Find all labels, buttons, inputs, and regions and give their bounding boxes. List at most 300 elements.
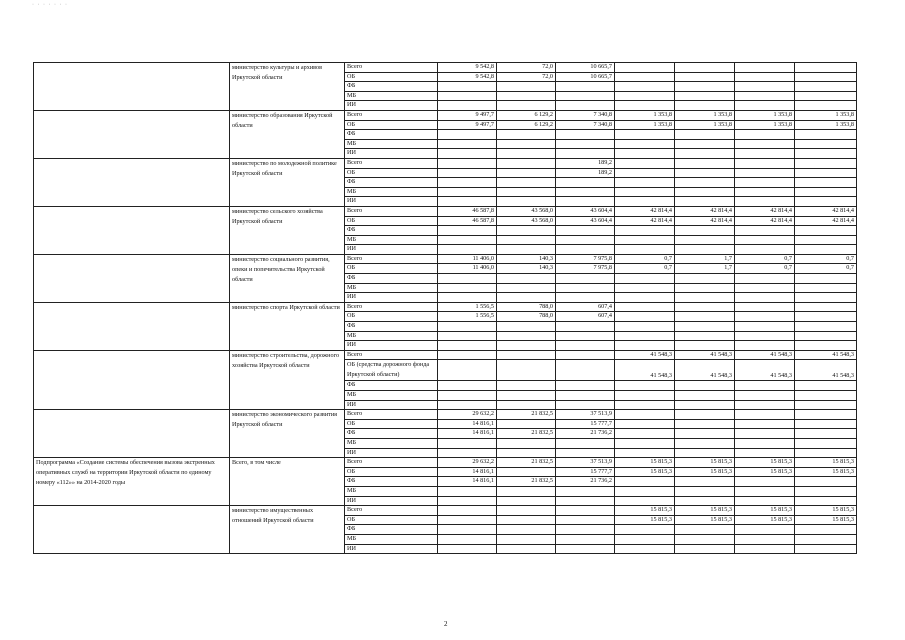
amount-cell <box>556 506 615 516</box>
amount-cell: 7 340,8 <box>556 120 615 130</box>
amount-cell <box>735 302 795 312</box>
amount-cell <box>795 534 857 544</box>
amount-cell: 42 814,4 <box>615 216 675 226</box>
amount-cell <box>675 149 735 159</box>
amount-cell <box>615 187 675 197</box>
amount-cell <box>795 341 857 351</box>
amount-cell <box>795 477 857 487</box>
amount-cell <box>795 101 857 111</box>
amount-cell <box>615 226 675 236</box>
funding-source-cell: ИИ <box>345 341 438 351</box>
amount-cell <box>735 410 795 420</box>
amount-cell: 0,7 <box>735 254 795 264</box>
funding-source-cell: ИИ <box>345 101 438 111</box>
funding-source-cell: Всего <box>345 110 438 120</box>
amount-cell: 189,2 <box>556 158 615 168</box>
amount-cell <box>795 410 857 420</box>
amount-cell <box>556 82 615 92</box>
amount-cell <box>556 91 615 101</box>
page-top-mark: · · · · · · · <box>32 2 68 8</box>
amount-cell <box>675 341 735 351</box>
amount-cell: 1 353,8 <box>675 110 735 120</box>
amount-cell <box>675 544 735 554</box>
amount-cell: 1 556,5 <box>438 312 497 322</box>
amount-cell <box>675 438 735 448</box>
amount-cell <box>497 419 556 429</box>
amount-cell <box>497 197 556 207</box>
amount-cell <box>795 331 857 341</box>
amount-cell <box>615 525 675 535</box>
funding-source-cell: Всего <box>345 350 438 360</box>
amount-cell <box>735 197 795 207</box>
amount-cell: 41 548,3 <box>615 350 675 360</box>
funding-source-cell: Всего <box>345 254 438 264</box>
funding-source-cell: МБ <box>345 283 438 293</box>
program-cell <box>34 158 230 206</box>
executor-cell: министерство строительства, дорожного хозяйства Иркутской области <box>230 350 345 409</box>
amount-cell <box>438 448 497 458</box>
amount-cell <box>497 187 556 197</box>
amount-cell <box>735 486 795 496</box>
funding-source-cell: МБ <box>345 91 438 101</box>
funding-source-cell: Всего <box>345 302 438 312</box>
amount-cell <box>735 226 795 236</box>
amount-cell <box>438 283 497 293</box>
amount-cell <box>556 322 615 332</box>
program-cell <box>34 63 230 111</box>
amount-cell <box>497 544 556 554</box>
budget-table-container <box>33 62 856 554</box>
amount-cell <box>615 149 675 159</box>
amount-cell: 15 815,3 <box>615 506 675 516</box>
amount-cell <box>735 525 795 535</box>
amount-cell: 9 497,7 <box>438 110 497 120</box>
amount-cell <box>675 381 735 391</box>
funding-source-cell: МБ <box>345 438 438 448</box>
amount-cell <box>497 391 556 401</box>
amount-cell <box>735 149 795 159</box>
amount-cell <box>497 331 556 341</box>
funding-source-cell: ОБ <box>345 216 438 226</box>
executor-cell: министерство экономического развития Иркутской области <box>230 410 345 458</box>
funding-source-cell: МБ <box>345 139 438 149</box>
amount-cell <box>735 158 795 168</box>
amount-cell: 0,7 <box>615 254 675 264</box>
amount-cell <box>615 235 675 245</box>
amount-cell: 41 548,3 <box>615 360 675 381</box>
table-row <box>34 410 857 420</box>
amount-cell <box>438 245 497 255</box>
amount-cell <box>675 322 735 332</box>
amount-cell <box>735 130 795 140</box>
executor-cell: министерство образования Иркутской области <box>230 110 345 158</box>
funding-source-cell: ФБ <box>345 381 438 391</box>
amount-cell: 788,0 <box>497 312 556 322</box>
program-cell <box>34 110 230 158</box>
amount-cell <box>497 322 556 332</box>
amount-cell <box>556 360 615 381</box>
funding-source-cell: ИИ <box>345 544 438 554</box>
funding-source-cell: Всего <box>345 506 438 516</box>
amount-cell <box>795 496 857 506</box>
amount-cell: 15 815,3 <box>735 467 795 477</box>
amount-cell <box>675 168 735 178</box>
amount-cell: 43 604,4 <box>556 206 615 216</box>
funding-source-cell: ФБ <box>345 477 438 487</box>
amount-cell <box>497 467 556 477</box>
amount-cell: 788,0 <box>497 302 556 312</box>
amount-cell: 42 814,4 <box>795 216 857 226</box>
amount-cell <box>735 82 795 92</box>
amount-cell <box>735 391 795 401</box>
amount-cell: 41 548,3 <box>675 350 735 360</box>
amount-cell <box>615 91 675 101</box>
funding-source-cell: ФБ <box>345 130 438 140</box>
amount-cell: 11 406,0 <box>438 264 497 274</box>
amount-cell <box>795 187 857 197</box>
amount-cell <box>615 245 675 255</box>
amount-cell <box>556 139 615 149</box>
amount-cell <box>556 178 615 188</box>
amount-cell: 21 736,2 <box>556 429 615 439</box>
amount-cell <box>795 419 857 429</box>
amount-cell: 21 832,5 <box>497 458 556 468</box>
amount-cell <box>615 293 675 303</box>
amount-cell <box>795 91 857 101</box>
amount-cell <box>675 91 735 101</box>
amount-cell: 14 816,1 <box>438 419 497 429</box>
amount-cell <box>497 448 556 458</box>
amount-cell <box>675 496 735 506</box>
amount-cell <box>615 168 675 178</box>
amount-cell: 15 815,3 <box>795 458 857 468</box>
amount-cell <box>735 293 795 303</box>
amount-cell <box>438 130 497 140</box>
amount-cell <box>675 302 735 312</box>
amount-cell: 15 815,3 <box>675 458 735 468</box>
amount-cell <box>438 350 497 360</box>
amount-cell: 1 353,8 <box>675 120 735 130</box>
amount-cell <box>675 139 735 149</box>
amount-cell <box>675 429 735 439</box>
amount-cell <box>556 187 615 197</box>
amount-cell <box>438 293 497 303</box>
amount-cell <box>438 525 497 535</box>
amount-cell: 0,7 <box>615 264 675 274</box>
funding-source-cell: ИИ <box>345 245 438 255</box>
amount-cell <box>556 293 615 303</box>
amount-cell <box>438 274 497 284</box>
amount-cell <box>497 438 556 448</box>
amount-cell <box>615 438 675 448</box>
amount-cell <box>615 477 675 487</box>
table-row <box>34 458 857 468</box>
amount-cell <box>735 245 795 255</box>
funding-source-cell: ОБ <box>345 168 438 178</box>
amount-cell <box>556 381 615 391</box>
amount-cell: 0,7 <box>735 264 795 274</box>
amount-cell <box>735 331 795 341</box>
amount-cell <box>497 235 556 245</box>
amount-cell: 15 815,3 <box>795 515 857 525</box>
amount-cell <box>438 438 497 448</box>
amount-cell: 15 815,3 <box>675 515 735 525</box>
amount-cell: 15 815,3 <box>675 467 735 477</box>
amount-cell <box>556 391 615 401</box>
table-row <box>34 206 857 216</box>
amount-cell <box>438 149 497 159</box>
amount-cell: 43 568,0 <box>497 216 556 226</box>
amount-cell <box>615 381 675 391</box>
amount-cell: 72,0 <box>497 72 556 82</box>
amount-cell <box>735 534 795 544</box>
amount-cell: 15 815,3 <box>735 515 795 525</box>
amount-cell <box>615 419 675 429</box>
funding-source-cell: ФБ <box>345 429 438 439</box>
amount-cell: 42 814,4 <box>675 216 735 226</box>
amount-cell <box>497 82 556 92</box>
amount-cell: 607,4 <box>556 302 615 312</box>
funding-source-cell: ИИ <box>345 293 438 303</box>
amount-cell <box>795 130 857 140</box>
amount-cell: 29 632,2 <box>438 410 497 420</box>
amount-cell <box>438 400 497 410</box>
amount-cell: 1 353,8 <box>615 110 675 120</box>
amount-cell <box>556 226 615 236</box>
amount-cell <box>795 197 857 207</box>
amount-cell <box>675 235 735 245</box>
funding-source-cell: ФБ <box>345 525 438 535</box>
amount-cell <box>675 187 735 197</box>
amount-cell <box>615 322 675 332</box>
amount-cell <box>735 448 795 458</box>
amount-cell <box>615 486 675 496</box>
amount-cell <box>497 350 556 360</box>
funding-source-cell: ОБ <box>345 419 438 429</box>
amount-cell <box>795 302 857 312</box>
amount-cell <box>615 341 675 351</box>
amount-cell <box>735 72 795 82</box>
amount-cell: 189,2 <box>556 168 615 178</box>
amount-cell: 21 736,2 <box>556 477 615 487</box>
amount-cell <box>615 158 675 168</box>
amount-cell: 1 353,8 <box>795 120 857 130</box>
amount-cell: 14 816,1 <box>438 429 497 439</box>
amount-cell: 14 816,1 <box>438 467 497 477</box>
amount-cell: 607,4 <box>556 312 615 322</box>
amount-cell <box>795 381 857 391</box>
amount-cell <box>735 400 795 410</box>
amount-cell <box>615 82 675 92</box>
amount-cell <box>556 544 615 554</box>
amount-cell <box>497 91 556 101</box>
table-row <box>34 110 857 120</box>
amount-cell <box>795 293 857 303</box>
amount-cell <box>795 283 857 293</box>
funding-source-cell: МБ <box>345 391 438 401</box>
funding-source-cell: ОБ <box>345 515 438 525</box>
amount-cell <box>556 197 615 207</box>
amount-cell: 42 814,4 <box>735 216 795 226</box>
amount-cell: 15 815,3 <box>615 467 675 477</box>
amount-cell <box>497 158 556 168</box>
amount-cell <box>615 130 675 140</box>
budget-table-body <box>34 63 857 554</box>
funding-source-cell: МБ <box>345 331 438 341</box>
program-cell <box>34 410 230 458</box>
amount-cell <box>615 72 675 82</box>
amount-cell: 41 548,3 <box>735 360 795 381</box>
amount-cell <box>735 496 795 506</box>
amount-cell <box>615 400 675 410</box>
program-cell <box>34 254 230 302</box>
amount-cell <box>497 360 556 381</box>
amount-cell: 10 665,7 <box>556 63 615 73</box>
amount-cell <box>438 197 497 207</box>
funding-source-cell: ФБ <box>345 178 438 188</box>
amount-cell <box>675 477 735 487</box>
amount-cell <box>675 331 735 341</box>
funding-source-cell: ИИ <box>345 197 438 207</box>
amount-cell <box>497 400 556 410</box>
amount-cell <box>615 63 675 73</box>
amount-cell <box>675 391 735 401</box>
amount-cell <box>556 331 615 341</box>
amount-cell <box>675 448 735 458</box>
amount-cell <box>556 400 615 410</box>
amount-cell <box>497 283 556 293</box>
table-row <box>34 254 857 264</box>
amount-cell: 1,7 <box>675 264 735 274</box>
amount-cell <box>675 410 735 420</box>
amount-cell: 41 548,3 <box>795 350 857 360</box>
executor-cell: министерство спорта Иркутской области <box>230 302 345 350</box>
amount-cell <box>735 283 795 293</box>
amount-cell: 11 406,0 <box>438 254 497 264</box>
amount-cell <box>615 274 675 284</box>
amount-cell <box>438 391 497 401</box>
amount-cell <box>615 139 675 149</box>
amount-cell: 21 832,5 <box>497 410 556 420</box>
amount-cell <box>615 331 675 341</box>
amount-cell <box>615 544 675 554</box>
amount-cell <box>497 534 556 544</box>
amount-cell <box>795 72 857 82</box>
table-row <box>34 63 857 73</box>
amount-cell <box>497 168 556 178</box>
amount-cell <box>795 400 857 410</box>
table-row <box>34 158 857 168</box>
amount-cell <box>497 101 556 111</box>
amount-cell <box>497 178 556 188</box>
amount-cell <box>615 429 675 439</box>
amount-cell <box>556 486 615 496</box>
amount-cell <box>497 226 556 236</box>
funding-source-cell: ФБ <box>345 226 438 236</box>
amount-cell <box>497 274 556 284</box>
amount-cell <box>438 226 497 236</box>
amount-cell <box>556 130 615 140</box>
amount-cell <box>675 274 735 284</box>
amount-cell <box>497 515 556 525</box>
amount-cell: 46 587,8 <box>438 216 497 226</box>
amount-cell <box>497 293 556 303</box>
amount-cell <box>556 515 615 525</box>
funding-source-cell: Всего <box>345 63 438 73</box>
amount-cell: 15 815,3 <box>675 506 735 516</box>
amount-cell: 37 513,9 <box>556 410 615 420</box>
amount-cell <box>735 91 795 101</box>
amount-cell <box>795 312 857 322</box>
funding-source-cell: ОБ <box>345 72 438 82</box>
amount-cell <box>675 525 735 535</box>
amount-cell: 42 814,4 <box>735 206 795 216</box>
amount-cell <box>615 312 675 322</box>
amount-cell <box>438 341 497 351</box>
amount-cell <box>615 101 675 111</box>
amount-cell <box>497 496 556 506</box>
amount-cell <box>795 322 857 332</box>
amount-cell <box>438 515 497 525</box>
funding-source-cell: ФБ <box>345 82 438 92</box>
amount-cell <box>497 506 556 516</box>
executor-cell: министерство сельского хозяйства Иркутской области <box>230 206 345 254</box>
amount-cell <box>556 245 615 255</box>
amount-cell <box>497 525 556 535</box>
amount-cell <box>735 438 795 448</box>
amount-cell <box>795 158 857 168</box>
executor-cell: министерство социального развития, опеки и попечительства Иркутской области <box>230 254 345 302</box>
amount-cell <box>795 438 857 448</box>
amount-cell <box>556 235 615 245</box>
amount-cell <box>497 381 556 391</box>
amount-cell: 43 604,4 <box>556 216 615 226</box>
amount-cell <box>675 312 735 322</box>
funding-source-cell: ИИ <box>345 400 438 410</box>
amount-cell <box>675 283 735 293</box>
executor-cell: министерство по молодежной политике Иркутской области <box>230 158 345 206</box>
amount-cell <box>556 525 615 535</box>
amount-cell: 15 815,3 <box>735 458 795 468</box>
amount-cell <box>615 534 675 544</box>
amount-cell <box>438 91 497 101</box>
amount-cell <box>556 149 615 159</box>
amount-cell <box>556 496 615 506</box>
amount-cell: 72,0 <box>497 63 556 73</box>
funding-source-cell: ФБ <box>345 274 438 284</box>
amount-cell: 9 497,7 <box>438 120 497 130</box>
amount-cell <box>735 312 795 322</box>
amount-cell: 21 832,5 <box>497 477 556 487</box>
amount-cell <box>497 149 556 159</box>
amount-cell <box>438 158 497 168</box>
amount-cell <box>438 139 497 149</box>
amount-cell: 1 353,8 <box>735 110 795 120</box>
amount-cell <box>795 149 857 159</box>
amount-cell: 15 815,3 <box>795 506 857 516</box>
amount-cell <box>438 331 497 341</box>
amount-cell <box>735 168 795 178</box>
program-cell <box>34 350 230 409</box>
program-cell <box>34 206 230 254</box>
amount-cell: 1 353,8 <box>735 120 795 130</box>
funding-source-cell: ФБ <box>345 322 438 332</box>
executor-cell: Всего, в том числе <box>230 458 345 506</box>
amount-cell: 42 814,4 <box>675 206 735 216</box>
amount-cell <box>438 168 497 178</box>
funding-source-cell: ИИ <box>345 149 438 159</box>
amount-cell <box>735 187 795 197</box>
